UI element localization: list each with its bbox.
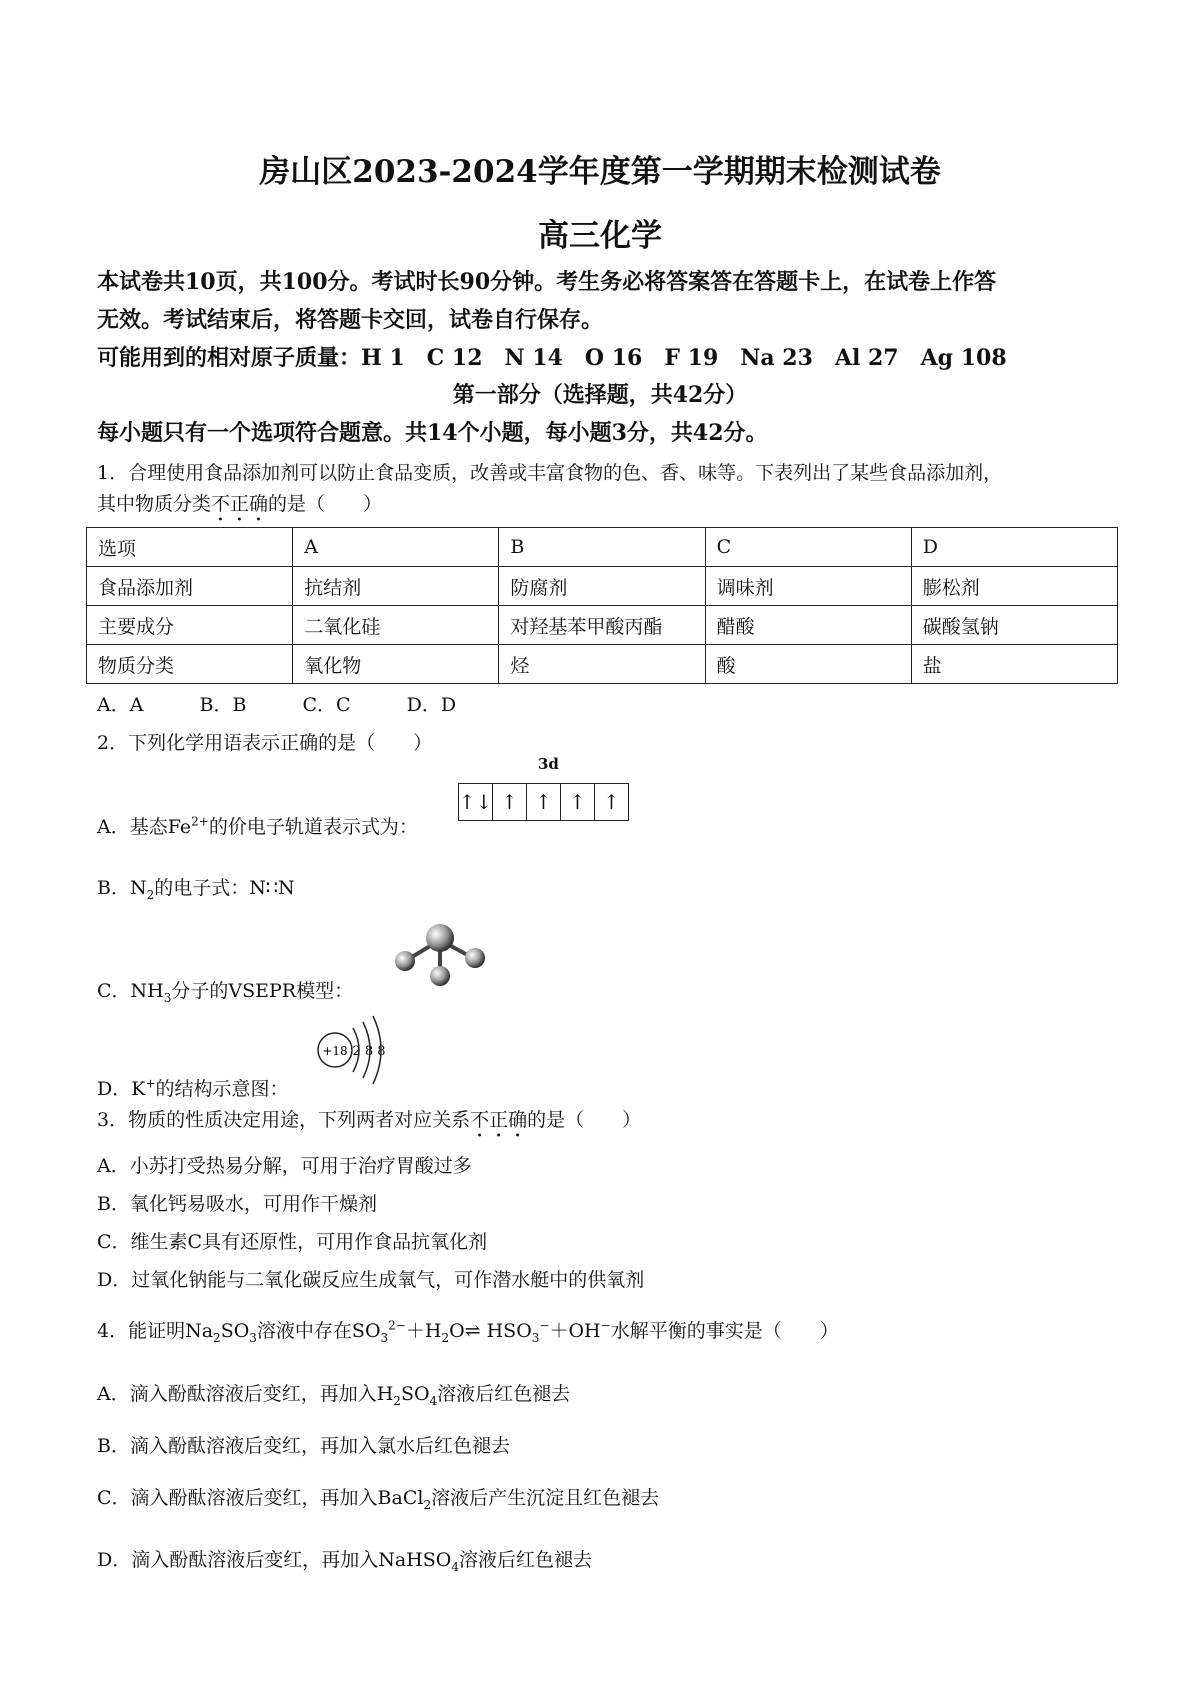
q3-option-d: D．过氧化钠能与二氧化碳反应生成氧气，可作潜水艇中的供氧剂 [97,1269,645,1291]
q4-option-d [97,1545,592,1574]
table-cell: 选项 [87,528,293,567]
q1-table [86,527,1118,684]
table-cell: 酸 [705,645,911,684]
orbital-box: ↑ [603,790,620,814]
q1-option-d: D．D [406,694,457,716]
orbital-label: 3d [538,755,559,773]
q1-stem-emphasis: 不正确 [211,493,269,515]
q1-option-a: A．A [97,694,144,716]
q1-stem-line-1: 1．合理使用食品添加剂可以防止食品变质，改善或丰富食物的色、香、味等。下表列出了某些食品添加剂， [97,462,1003,484]
q3-stem-pre: 3．物质的性质决定用途，下列两者对应关系 [97,1109,471,1131]
orbital-diagram [458,755,629,821]
q2-d-sup: + [145,1076,156,1091]
table-row [87,606,1118,645]
q4-stem-part: 溶液中存在SO [256,1320,381,1342]
q1-option-b: B．B [199,694,247,716]
table-cell: 盐 [911,645,1117,684]
q4-d-part: D．滴入酚酞溶液后变红，再加入NaHSO [97,1549,452,1571]
q3-stem-post: 的是（ ） [527,1109,642,1131]
table-cell: 碳酸氢钠 [911,606,1117,645]
q4-stem-part: SO [220,1320,250,1342]
q2-c-pre: C．NH [97,980,164,1002]
q4-sub: 3 [249,1330,257,1345]
q2-option-b [97,873,295,902]
q2-b-sub: 2 [146,887,155,902]
q4-stem-part: ＋OH [549,1320,601,1342]
table-cell: 防腐剂 [499,567,705,606]
q2-d-pre: D．K [97,1078,146,1100]
q2-a-post: 的价电子轨道表示式为： [208,816,418,838]
q2-c-post: 分子的VSEPR模型： [171,980,354,1002]
table-cell: 膨松剂 [911,567,1117,606]
q2-b-post: 的电子式：N∷N [154,877,295,899]
part1-note: 每小题只有一个选项符合题意。共14个小题，每小题3分，共42分。 [97,420,768,446]
vsepr-model-icon [385,920,500,990]
q2-c-sub: 3 [163,990,172,1005]
part1-heading: 第一部分（选择题，共42分） [452,382,748,408]
q4-stem [97,1316,839,1345]
q1-option-c: C．C [302,694,351,716]
q4-c-part: C．滴入酚酞溶液后变红，再加入BaCl [97,1487,424,1509]
q4-sub: 4 [429,1393,438,1408]
q4-sup: 2− [388,1318,406,1333]
table-cell: 主要成分 [87,606,293,645]
orbital-box: ↑↓ [459,784,493,820]
q3-option-a: A．小苏打受热易分解，可用于治疗胃酸过多 [97,1155,472,1177]
k-shells-label: 2 8 8 [352,1044,386,1059]
table-cell: B [499,528,705,567]
table-cell: 对羟基苯甲酸丙酯 [499,606,705,645]
q2-a-sup: 2+ [191,814,209,829]
instructions-line-1: 本试卷共10页，共100分。考试时长90分钟。考生务必将答案答在答题卡上，在试卷上作答 [97,269,997,295]
q4-a-part: SO [400,1383,430,1405]
q1-stem-post: 的是（ ） [268,493,383,515]
q4-sub: 2 [393,1393,401,1408]
q2-a-pre: A．基态Fe [97,816,192,838]
q4-c-part: 溶液后产生沉淀且红色褪去 [431,1487,660,1509]
q2-stem: 2．下列化学用语表示正确的是（ ） [97,732,433,754]
q4-a-part: 溶液后红色褪去 [437,1383,571,1405]
instructions-line-2: 无效。考试结束后，将答题卡交回，试卷自行保存。 [97,307,604,333]
q4-sub: 2 [441,1330,450,1345]
table-cell: 二氧化硅 [293,606,499,645]
q3-option-c: C．维生素C具有还原性，可用作食品抗氧化剂 [97,1231,488,1253]
table-cell: 食品添加剂 [87,567,293,606]
orbital-box: ↑ [527,784,561,820]
q4-option-a [97,1379,570,1408]
table-row [87,528,1118,567]
q4-stem-part: 水解平衡的事实是（ ） [610,1320,839,1342]
atomic-masses: 可能用到的相对原子质量：H 1 C 12 N 14 O 16 F 19 Na 23 Al 27 Ag 108 [97,345,1007,371]
q1-stem-pre: 其中物质分类 [97,493,212,515]
q4-stem-part: O⇌ HSO [449,1320,532,1342]
table-cell: 调味剂 [705,567,911,606]
table-cell: 抗结剂 [293,567,499,606]
table-cell: D [911,528,1117,567]
q4-sub: 3 [380,1330,389,1345]
table-cell: 烃 [499,645,705,684]
exam-title: 房山区2023-2024学年度第一学期期末检测试卷 [259,154,941,190]
q2-option-a [97,812,418,839]
orbital-boxes [458,783,629,821]
table-row [87,567,1118,606]
q3-stem-emphasis: 不正确 [470,1109,528,1131]
k-nucleus-label: +18 [322,1044,348,1058]
q4-sup: − [600,1318,611,1333]
q2-option-c [97,976,353,1005]
q3-option-b: B．氧化钙易吸水，可用作干燥剂 [97,1193,377,1215]
q4-sub: 2 [213,1330,221,1345]
table-cell: 物质分类 [87,645,293,684]
q4-stem-part: ＋H [405,1320,442,1342]
q2-d-post: 的结构示意图： [155,1078,289,1100]
q4-stem-part: 4．能证明Na [97,1320,214,1342]
k-ion-structure-icon [315,1012,395,1092]
orbital-box: ↑ [561,784,595,820]
q4-d-part: 溶液后红色褪去 [459,1549,593,1571]
orbital-box: ↑ [493,784,527,820]
q1-stem-line-2 [97,489,382,526]
table-cell: C [705,528,911,567]
q4-option-c [97,1483,659,1512]
q1-options [97,690,506,717]
q4-sub: 4 [451,1559,459,1574]
table-cell: 醋酸 [705,606,911,645]
q2-option-d [97,1074,289,1101]
q4-a-part: A．滴入酚酞溶液后变红，再加入H [97,1383,394,1405]
table-cell: A [293,528,499,567]
q4-option-b: B．滴入酚酞溶液后变红，再加入氯水后红色褪去 [97,1435,510,1457]
q4-sub: 3 [531,1330,540,1345]
table-row [87,645,1118,684]
subject-title: 高三化学 [538,218,662,254]
q4-sup: − [539,1318,550,1333]
q4-sub: 2 [423,1497,432,1512]
table-cell: 氧化物 [293,645,499,684]
q2-b-pre: B．N [97,877,147,899]
q3-stem [97,1105,641,1142]
